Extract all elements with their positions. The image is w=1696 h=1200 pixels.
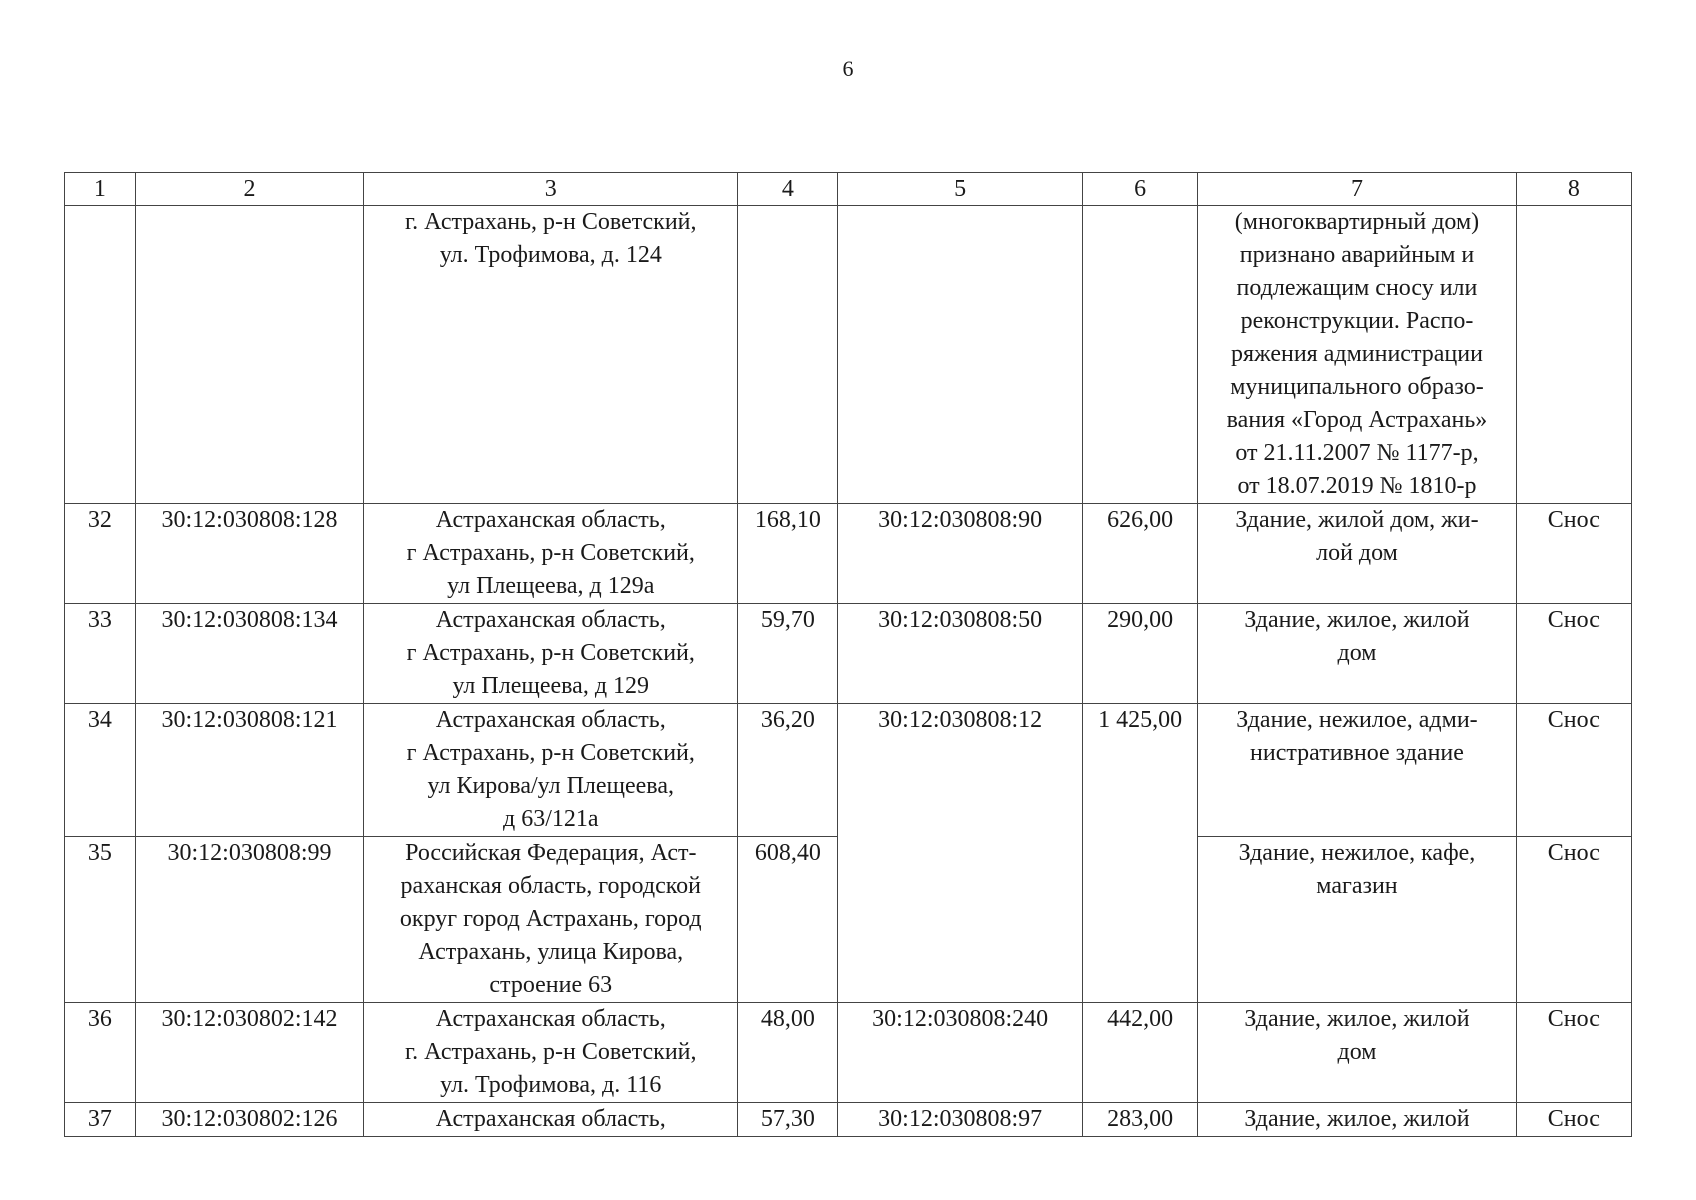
table-row	[65, 704, 1632, 837]
land-cadastral-cell: 30:12:030808:240	[838, 1003, 1083, 1103]
address-text: Астраханская область, г. Астрахань, р-н Советский, ул. Трофимова, д. 116	[404, 1006, 697, 1098]
description-cell	[1198, 1003, 1516, 1103]
description-text: Здание, жилое, жилой дом	[1244, 1006, 1470, 1065]
column-header: 2	[135, 173, 363, 206]
land-area-cell: 290,00	[1083, 604, 1198, 704]
area-cell: 36,20	[738, 704, 838, 837]
number-cell: 34	[65, 704, 136, 837]
column-header: 8	[1516, 173, 1631, 206]
land-cadastral-cell: 30:12:030808:90	[838, 504, 1083, 604]
land-area-cell: 626,00	[1083, 504, 1198, 604]
table-row	[65, 1003, 1632, 1103]
cadastral-cell: 30:12:030808:99	[135, 837, 363, 1003]
description-text: Здание, нежилое, кафе, магазин	[1238, 840, 1476, 899]
area-cell: 57,30	[738, 1103, 838, 1137]
action-cell: Снос	[1516, 1103, 1631, 1137]
number-cell	[65, 206, 136, 504]
description-cell	[1198, 704, 1516, 837]
area-cell: 59,70	[738, 604, 838, 704]
area-cell: 608,40	[738, 837, 838, 1003]
cadastral-cell: 30:12:030802:142	[135, 1003, 363, 1103]
table-row	[65, 504, 1632, 604]
action-cell: Снос	[1516, 704, 1631, 837]
column-number-row	[65, 173, 1632, 206]
address-text: Астраханская область, г Астрахань, р-н Советский, ул Плещеева, д 129	[406, 607, 695, 699]
description-cell	[1198, 1103, 1516, 1137]
address-cell	[364, 1103, 738, 1137]
description-text: Здание, жилое, жилой дом	[1244, 607, 1470, 666]
description-cell	[1198, 504, 1516, 604]
number-cell: 37	[65, 1103, 136, 1137]
column-header: 6	[1083, 173, 1198, 206]
land-cadastral-cell: 30:12:030808:12	[838, 704, 1083, 1003]
number-cell: 35	[65, 837, 136, 1003]
area-cell: 168,10	[738, 504, 838, 604]
land-cadastral-cell	[838, 206, 1083, 504]
number-cell: 33	[65, 604, 136, 704]
action-cell: Снос	[1516, 837, 1631, 1003]
address-text: Астраханская область,	[435, 1106, 666, 1132]
land-area-cell: 442,00	[1083, 1003, 1198, 1103]
address-cell	[364, 837, 738, 1003]
description-cell	[1198, 206, 1516, 504]
area-cell	[738, 206, 838, 504]
land-area-cell: 1 425,00	[1083, 704, 1198, 1003]
land-cadastral-cell: 30:12:030808:50	[838, 604, 1083, 704]
address-text: г. Астрахань, р-н Советский, ул. Трофимова, д. 124	[404, 209, 697, 268]
cadastral-cell: 30:12:030802:126	[135, 1103, 363, 1137]
address-cell	[364, 704, 738, 837]
cadastral-cell: 30:12:030808:121	[135, 704, 363, 837]
cadastral-cell	[135, 206, 363, 504]
address-cell	[364, 504, 738, 604]
cadastral-cell: 30:12:030808:128	[135, 504, 363, 604]
description-text: (многоквартирный дом) признано аварийным и подлежащим сносу или реконструкции. Распо- ряжения администрации муниципального образо- вания «Город Астрахань» от 21.11.2007 № 1177-р, от 18.07.2019 № 1810-р	[1226, 209, 1488, 499]
land-area-cell: 283,00	[1083, 1103, 1198, 1137]
column-header: 4	[738, 173, 838, 206]
description-text: Здание, жилое, жилой	[1244, 1106, 1470, 1132]
registry-table	[64, 172, 1632, 1137]
description-cell	[1198, 837, 1516, 1003]
address-cell	[364, 1003, 738, 1103]
address-text: Астраханская область, г Астрахань, р-н Советский, ул Плещеева, д 129а	[406, 507, 695, 599]
address-cell	[364, 604, 738, 704]
description-text: Здание, нежилое, адми- нистративное здание	[1236, 707, 1478, 766]
address-text: Российская Федерация, Аст- раханская область, городской округ город Астрахань, город Астрахань, улица Кирова, строение 63	[399, 840, 702, 998]
column-header: 3	[364, 173, 738, 206]
land-area-cell	[1083, 206, 1198, 504]
page-number: 6	[842, 56, 854, 81]
table-row	[65, 604, 1632, 704]
table-row-continuation	[65, 206, 1632, 504]
action-cell: Снос	[1516, 604, 1631, 704]
address-text: Астраханская область, г Астрахань, р-н Советский, ул Кирова/ул Плещеева, д 63/121а	[406, 707, 695, 832]
land-cadastral-cell: 30:12:030808:97	[838, 1103, 1083, 1137]
number-cell: 32	[65, 504, 136, 604]
number-cell: 36	[65, 1003, 136, 1103]
column-header: 5	[838, 173, 1083, 206]
action-cell: Снос	[1516, 504, 1631, 604]
area-cell: 48,00	[738, 1003, 838, 1103]
action-cell	[1516, 206, 1631, 504]
column-header: 7	[1198, 173, 1516, 206]
description-text: Здание, жилой дом, жи- лой дом	[1235, 507, 1479, 566]
description-cell	[1198, 604, 1516, 704]
column-header: 1	[65, 173, 136, 206]
address-cell	[364, 206, 738, 504]
cadastral-cell: 30:12:030808:134	[135, 604, 363, 704]
table-row	[65, 1103, 1632, 1137]
action-cell: Снос	[1516, 1003, 1631, 1103]
